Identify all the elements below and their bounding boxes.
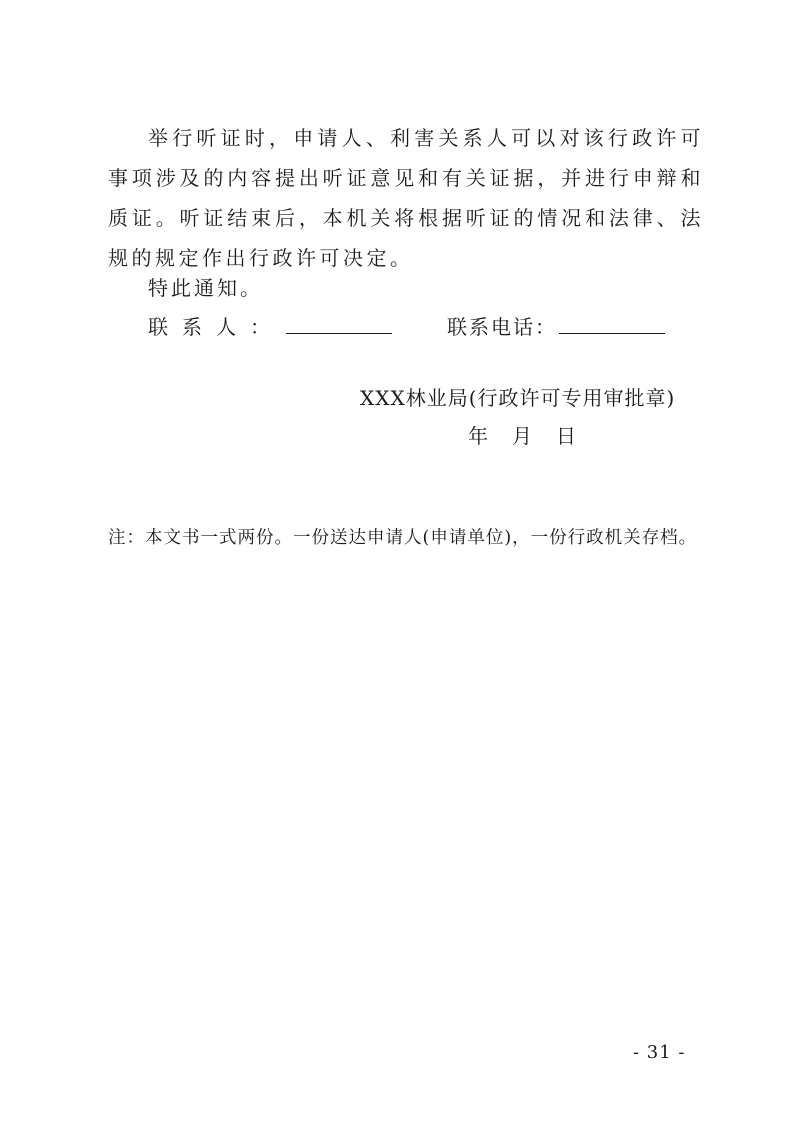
contact-row — [148, 307, 708, 347]
date-month-label: 月 — [512, 424, 532, 448]
date-line — [468, 416, 576, 456]
contact-phone — [447, 307, 665, 347]
contact-phone-label: 联系电话： — [447, 315, 557, 339]
contact-person-blank — [286, 307, 392, 334]
date-year-label: 年 — [468, 424, 488, 448]
closing-line: 特此通知。 — [148, 276, 263, 300]
contact-phone-blank — [559, 307, 665, 334]
contact-person — [148, 307, 392, 347]
body-paragraph: 举行听证时，申请人、利害关系人可以对该行政许可事项涉及的内容提出听证意见和有关证据，并进行申辩和质证。听证结束后，本机关将根据听证的情况和法律、法规的规定作出行政许可决定。 — [108, 126, 704, 270]
date-day-label: 日 — [556, 424, 576, 448]
contact-person-label: 联系人： — [148, 315, 284, 339]
page-number: - 31 - — [633, 1042, 686, 1063]
issuer-seal-line: XXX林业局(行政许可专用审批章) — [360, 386, 676, 410]
footnote: 注：本文书一式两份。一份送达申请人(申请单位)，一份行政机关存档。 — [108, 528, 698, 548]
